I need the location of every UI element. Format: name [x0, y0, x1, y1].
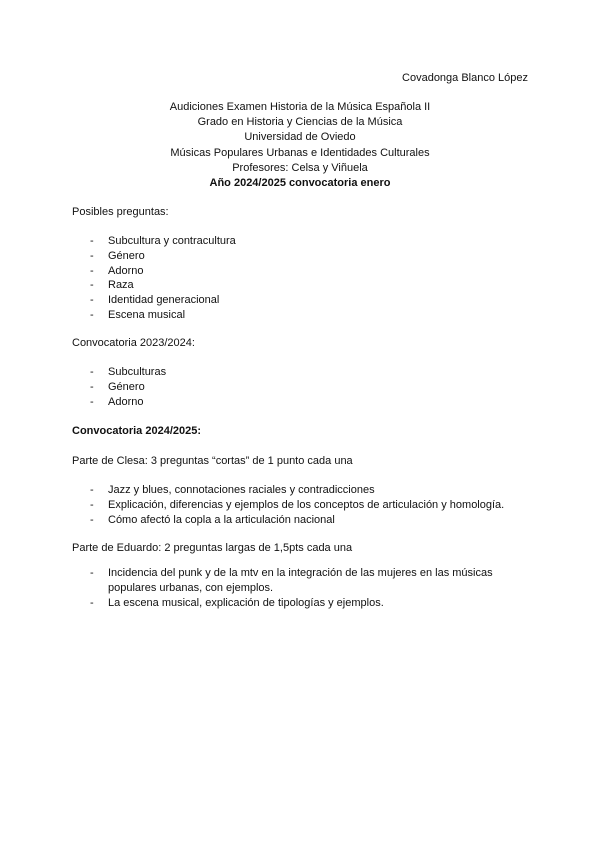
author-name: Covadonga Blanco López: [402, 72, 528, 84]
list-item: - Explicación, diferencias y ejemplos de los conceptos de articulación y homología.: [72, 498, 532, 513]
eduardo-section-heading: Parte de Eduardo: 2 preguntas largas de 1,5pts cada una: [72, 542, 353, 554]
convocatoria-2024-heading: Convocatoria 2024/2025:: [72, 425, 202, 437]
list-item: - Subculturas: [72, 365, 532, 380]
list-item: - Identidad generacional: [72, 293, 532, 308]
list-item: - Cómo afectó la copla a la articulación nacional: [72, 513, 532, 528]
list-item: - Incidencia del punk y de la mtv en la integración de las mujeres en las músicas populares urbanas, con ejemplos.: [72, 566, 522, 596]
header-line-professors: Profesores: Celsa y Viñuela: [232, 161, 368, 174]
header-year-line: Año 2024/2025 convocatoria enero: [209, 176, 391, 189]
possible-questions-list: [72, 234, 532, 323]
header-line-subject: Músicas Populares Urbanas e Identidades Culturales: [170, 146, 430, 159]
list-item: - Subcultura y contracultura: [72, 234, 532, 249]
list-item: - Género: [72, 380, 532, 395]
list-item: - La escena musical, explicación de tipologías y ejemplos.: [72, 596, 522, 611]
convocatoria-2023-list: [72, 365, 532, 409]
header-line-university: Universidad de Oviedo: [244, 131, 356, 144]
list-item: - Género: [72, 249, 532, 264]
convocatoria-2023-heading: Convocatoria 2023/2024:: [72, 337, 195, 349]
possible-questions-heading: Posibles preguntas:: [72, 206, 169, 218]
clesa-section-heading: Parte de Clesa: 3 preguntas “cortas” de 1 punto cada una: [72, 455, 353, 467]
list-item: - Jazz y blues, connotaciones raciales y contradicciones: [72, 483, 532, 498]
list-item: - Adorno: [72, 264, 532, 279]
document-header: [0, 100, 600, 191]
header-line-degree: Grado en Historia y Ciencias de la Música: [197, 116, 403, 129]
list-item: - Adorno: [72, 395, 532, 410]
list-item: - Escena musical: [72, 308, 532, 323]
list-item: - Raza: [72, 278, 532, 293]
clesa-questions-list: [72, 483, 532, 527]
eduardo-questions-list: [72, 566, 522, 610]
header-line-course: Audiciones Examen Historia de la Música Española II: [169, 101, 431, 113]
